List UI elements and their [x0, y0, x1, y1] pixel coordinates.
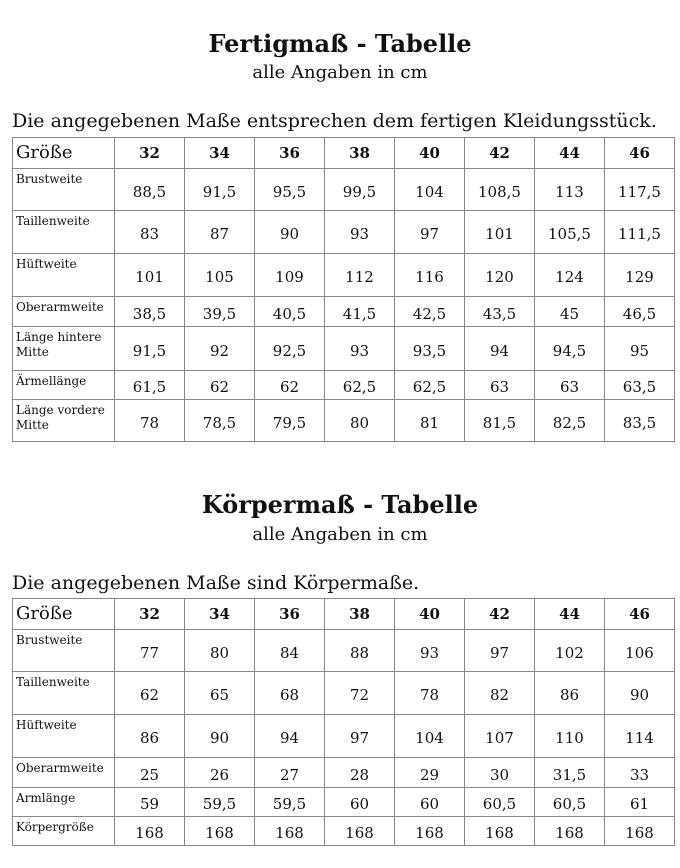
size-header-label: Größe [13, 138, 115, 169]
value-cell: 129 [605, 254, 675, 297]
value-cell: 65 [185, 672, 255, 715]
table-row [13, 211, 675, 254]
value-cell: 62 [255, 371, 325, 400]
value-cell: 108,5 [465, 169, 535, 211]
value-cell: 93,5 [395, 327, 465, 371]
table-row [13, 788, 675, 817]
row-label: Taillenweite [13, 211, 115, 254]
value-cell: 62,5 [395, 371, 465, 400]
value-cell: 109 [255, 254, 325, 297]
size-header-cell: 38 [325, 138, 395, 169]
value-cell: 90 [605, 672, 675, 715]
table-row [13, 758, 675, 788]
value-cell: 60,5 [465, 788, 535, 817]
value-cell: 84 [255, 630, 325, 672]
value-cell: 68 [255, 672, 325, 715]
value-cell: 94 [255, 715, 325, 758]
value-cell: 168 [535, 817, 605, 846]
fertig-table [12, 137, 675, 442]
value-cell: 62 [185, 371, 255, 400]
value-cell: 87 [185, 211, 255, 254]
size-header-cell: 34 [185, 599, 255, 630]
size-header-cell: 44 [535, 138, 605, 169]
value-cell: 81,5 [465, 400, 535, 442]
table-row [13, 817, 675, 846]
value-cell: 61 [605, 788, 675, 817]
fertig-title: Fertigmaß - Tabelle [208, 29, 472, 58]
value-cell: 168 [605, 817, 675, 846]
value-cell: 28 [325, 758, 395, 788]
table-row [13, 297, 675, 327]
value-cell: 41,5 [325, 297, 395, 327]
value-cell: 78,5 [185, 400, 255, 442]
size-header-cell: 40 [395, 599, 465, 630]
value-cell: 33 [605, 758, 675, 788]
row-label: Ärmellänge [13, 371, 115, 400]
size-header-label: Größe [13, 599, 115, 630]
value-cell: 61,5 [115, 371, 185, 400]
value-cell: 97 [465, 630, 535, 672]
value-cell: 79,5 [255, 400, 325, 442]
value-cell: 62 [115, 672, 185, 715]
value-cell: 94 [465, 327, 535, 371]
value-cell: 104 [395, 715, 465, 758]
value-cell: 38,5 [115, 297, 185, 327]
value-cell: 25 [115, 758, 185, 788]
value-cell: 95,5 [255, 169, 325, 211]
value-cell: 97 [325, 715, 395, 758]
value-cell: 101 [115, 254, 185, 297]
value-cell: 42,5 [395, 297, 465, 327]
value-cell: 26 [185, 758, 255, 788]
value-cell: 116 [395, 254, 465, 297]
value-cell: 95 [605, 327, 675, 371]
row-label: Brustweite [13, 169, 115, 211]
value-cell: 105 [185, 254, 255, 297]
koerper-table [12, 598, 675, 846]
table-row [13, 672, 675, 715]
value-cell: 111,5 [605, 211, 675, 254]
value-cell: 63 [465, 371, 535, 400]
value-cell: 168 [185, 817, 255, 846]
value-cell: 86 [115, 715, 185, 758]
value-cell: 120 [465, 254, 535, 297]
value-cell: 81 [395, 400, 465, 442]
value-cell: 63,5 [605, 371, 675, 400]
value-cell: 60 [325, 788, 395, 817]
size-header-cell: 40 [395, 138, 465, 169]
value-cell: 110 [535, 715, 605, 758]
value-cell: 78 [395, 672, 465, 715]
value-cell: 88,5 [115, 169, 185, 211]
value-cell: 168 [115, 817, 185, 846]
value-cell: 59 [115, 788, 185, 817]
value-cell: 80 [185, 630, 255, 672]
value-cell: 43,5 [465, 297, 535, 327]
value-cell: 117,5 [605, 169, 675, 211]
size-header-cell: 42 [465, 138, 535, 169]
fertig-subtitle: alle Angaben in cm [252, 62, 428, 83]
row-label: Taillenweite [13, 672, 115, 715]
value-cell: 78 [115, 400, 185, 442]
value-cell: 93 [395, 630, 465, 672]
value-cell: 101 [465, 211, 535, 254]
value-cell: 93 [325, 211, 395, 254]
table-row [13, 371, 675, 400]
value-cell: 102 [535, 630, 605, 672]
value-cell: 88 [325, 630, 395, 672]
value-cell: 113 [535, 169, 605, 211]
value-cell: 45 [535, 297, 605, 327]
table-row [13, 327, 675, 371]
value-cell: 114 [605, 715, 675, 758]
value-cell: 91,5 [185, 169, 255, 211]
value-cell: 46,5 [605, 297, 675, 327]
value-cell: 168 [465, 817, 535, 846]
row-label: Länge hintere Mitte [13, 327, 115, 371]
value-cell: 92 [185, 327, 255, 371]
table-row [13, 400, 675, 442]
value-cell: 82 [465, 672, 535, 715]
value-cell: 104 [395, 169, 465, 211]
size-header-cell: 46 [605, 138, 675, 169]
row-label: Brustweite [13, 630, 115, 672]
value-cell: 99,5 [325, 169, 395, 211]
size-header-cell: 36 [255, 599, 325, 630]
row-label: Länge vordere Mitte [13, 400, 115, 442]
value-cell: 83 [115, 211, 185, 254]
koerper-header-row [13, 599, 675, 630]
size-header-cell: 46 [605, 599, 675, 630]
value-cell: 62,5 [325, 371, 395, 400]
value-cell: 59,5 [185, 788, 255, 817]
value-cell: 60,5 [535, 788, 605, 817]
value-cell: 124 [535, 254, 605, 297]
row-label: Körpergröße [13, 817, 115, 846]
row-label: Armlänge [13, 788, 115, 817]
size-header-cell: 36 [255, 138, 325, 169]
size-header-cell: 34 [185, 138, 255, 169]
value-cell: 97 [395, 211, 465, 254]
size-header-cell: 32 [115, 599, 185, 630]
value-cell: 39,5 [185, 297, 255, 327]
value-cell: 83,5 [605, 400, 675, 442]
value-cell: 30 [465, 758, 535, 788]
value-cell: 63 [535, 371, 605, 400]
value-cell: 31,5 [535, 758, 605, 788]
fertig-intro: Die angegebenen Maße entsprechen dem fertigen Kleidungsstück. [12, 110, 657, 132]
value-cell: 82,5 [535, 400, 605, 442]
value-cell: 60 [395, 788, 465, 817]
value-cell: 27 [255, 758, 325, 788]
size-header-cell: 44 [535, 599, 605, 630]
value-cell: 59,5 [255, 788, 325, 817]
row-label: Oberarmweite [13, 758, 115, 788]
table-row [13, 630, 675, 672]
value-cell: 29 [395, 758, 465, 788]
value-cell: 92,5 [255, 327, 325, 371]
table-row [13, 169, 675, 211]
row-label: Oberarmweite [13, 297, 115, 327]
size-header-cell: 42 [465, 599, 535, 630]
size-header-cell: 38 [325, 599, 395, 630]
row-label: Hüftweite [13, 715, 115, 758]
value-cell: 72 [325, 672, 395, 715]
row-label: Hüftweite [13, 254, 115, 297]
value-cell: 90 [185, 715, 255, 758]
value-cell: 86 [535, 672, 605, 715]
koerper-intro: Die angegebenen Maße sind Körpermaße. [12, 572, 420, 594]
table-row [13, 715, 675, 758]
value-cell: 90 [255, 211, 325, 254]
size-header-cell: 32 [115, 138, 185, 169]
fertig-header-row [13, 138, 675, 169]
value-cell: 168 [395, 817, 465, 846]
value-cell: 94,5 [535, 327, 605, 371]
value-cell: 77 [115, 630, 185, 672]
table-row [13, 254, 675, 297]
value-cell: 168 [325, 817, 395, 846]
value-cell: 105,5 [535, 211, 605, 254]
value-cell: 93 [325, 327, 395, 371]
value-cell: 168 [255, 817, 325, 846]
value-cell: 112 [325, 254, 395, 297]
value-cell: 80 [325, 400, 395, 442]
value-cell: 91,5 [115, 327, 185, 371]
value-cell: 107 [465, 715, 535, 758]
value-cell: 106 [605, 630, 675, 672]
koerper-subtitle: alle Angaben in cm [252, 524, 428, 545]
value-cell: 40,5 [255, 297, 325, 327]
koerper-title: Körpermaß - Tabelle [201, 490, 479, 519]
